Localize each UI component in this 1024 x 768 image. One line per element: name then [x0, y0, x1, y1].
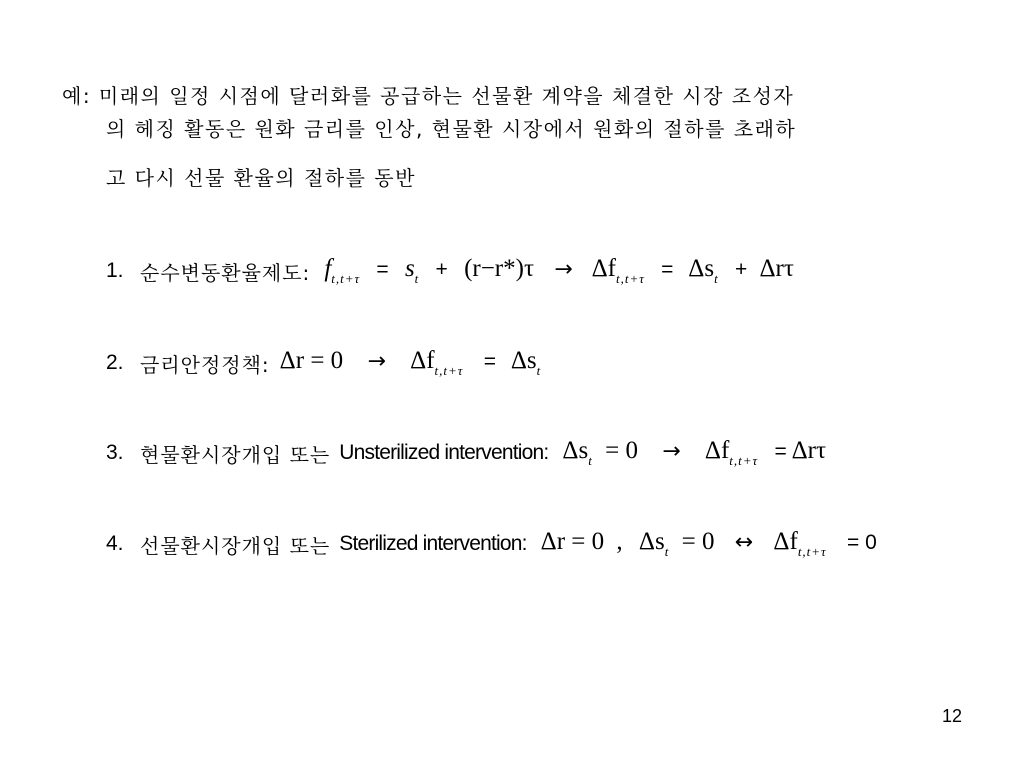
intro-line-3: 고 다시 선물 환율의 절하를 동반	[106, 166, 416, 190]
policy-item-3	[106, 433, 826, 473]
forward-rate-symbol: f	[324, 255, 332, 282]
item-number: 2.	[106, 351, 124, 374]
equation-1: $f_{t,t+\tau} = s_t + (r-r*)\tau \to \Delta f_{t,t+\tau} = \Delta s_t + \Delta r\tau$	[324, 255, 794, 286]
item-label: 순수변동환율제도:	[140, 260, 311, 285]
interest-differential: (r−r*)τ	[464, 255, 535, 282]
item-label: 현물환시장개입 또는	[140, 442, 331, 467]
equation-4: Δr = 0 , $\Delta s_t = 0$ ↔ $\Delta f_{t,t+\tau} = 0$	[540, 528, 877, 559]
implies-arrow: →	[367, 349, 386, 374]
implies-arrow: →	[662, 439, 681, 464]
equation-3: $\Delta s_t = 0 \to \Delta f_{t,t+\tau} = \Delta r\tau$	[562, 437, 827, 468]
policy-item-4	[106, 524, 877, 564]
intro-line-1: 예: 미래의 일정 시점에 달러화를 공급하는 선물환 계약을 체결한 시장 조성자	[62, 84, 795, 108]
item-english-label: Unsterilized intervention:	[339, 441, 549, 464]
intro-line-2: 의 헤징 활동은 원화 금리를 인상, 현물환 시장에서 원화의 절하를 초래하	[106, 117, 797, 141]
item-number: 4.	[106, 532, 124, 555]
item-english-label: Sterilized intervention:	[339, 532, 527, 555]
item-number: 3.	[106, 441, 124, 464]
equivalence-arrow: ↔	[734, 530, 754, 555]
page-number: 12	[941, 706, 962, 726]
item-number: 1.	[106, 259, 124, 282]
implies-arrow: →	[554, 257, 573, 282]
item-label: 선물환시장개입 또는	[140, 533, 331, 558]
spot-rate-symbol: s	[404, 255, 415, 282]
item-label: 금리안정정책:	[140, 352, 270, 377]
policy-item-2	[106, 343, 541, 383]
policy-item-1	[106, 251, 794, 291]
equation-2: $\Delta r = 0 \to \Delta f_{t,t+\tau} = \Delta s_t$	[279, 347, 542, 378]
